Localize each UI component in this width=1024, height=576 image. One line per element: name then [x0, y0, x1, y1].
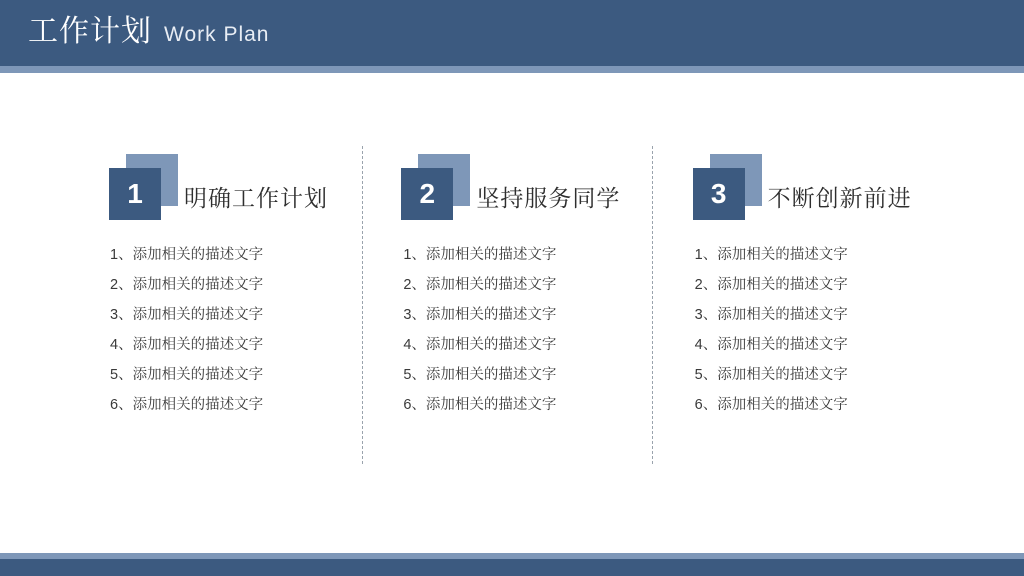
slide-title [28, 13, 269, 51]
content-columns [0, 140, 1024, 470]
column-divider-2 [652, 146, 653, 464]
column-2-header [396, 140, 682, 220]
list-item: 4、添加相关的描述文字 [110, 337, 264, 353]
list-item: 2、添加相关的描述文字 [110, 277, 264, 293]
column-2-number-badge: 2 [401, 168, 453, 220]
column-3-number-badge: 3 [693, 168, 745, 220]
list-item: 2、添加相关的描述文字 [694, 277, 848, 293]
list-item: 4、添加相关的描述文字 [694, 337, 848, 353]
header-accent-bar [0, 66, 1024, 73]
list-item: 5、添加相关的描述文字 [110, 367, 264, 383]
footer-bar [0, 559, 1024, 576]
column-1-header [104, 140, 341, 220]
column-2-title: 坚持服务同学 [476, 185, 621, 211]
column-3-title: 不断创新前进 [767, 185, 912, 211]
list-item: 2、添加相关的描述文字 [403, 277, 557, 293]
slide-title-chinese: 工作计划 [28, 15, 152, 48]
list-item: 6、添加相关的描述文字 [110, 397, 264, 413]
list-item: 5、添加相关的描述文字 [403, 367, 557, 383]
list-item: 5、添加相关的描述文字 [694, 367, 848, 383]
header-bar [0, 0, 1024, 66]
content-column-2 [341, 140, 682, 470]
list-item: 6、添加相关的描述文字 [694, 397, 848, 413]
column-1-list [110, 240, 341, 420]
list-item: 3、添加相关的描述文字 [694, 307, 848, 323]
content-column-1 [0, 140, 341, 470]
column-1-number-badge: 1 [109, 168, 161, 220]
list-item: 6、添加相关的描述文字 [403, 397, 557, 413]
column-2-list [403, 240, 682, 420]
list-item: 1、添加相关的描述文字 [110, 247, 264, 263]
slide-title-english: Work Plan [164, 23, 270, 46]
column-1-title: 明确工作计划 [184, 185, 328, 211]
list-item: 4、添加相关的描述文字 [403, 337, 557, 353]
column-3-header [688, 140, 1024, 220]
column-3-list [695, 240, 1024, 420]
list-item: 3、添加相关的描述文字 [403, 307, 557, 323]
list-item: 3、添加相关的描述文字 [110, 307, 264, 323]
list-item: 1、添加相关的描述文字 [403, 247, 557, 263]
content-column-3 [683, 140, 1024, 470]
list-item: 1、添加相关的描述文字 [694, 247, 848, 263]
column-divider-1 [362, 146, 363, 464]
